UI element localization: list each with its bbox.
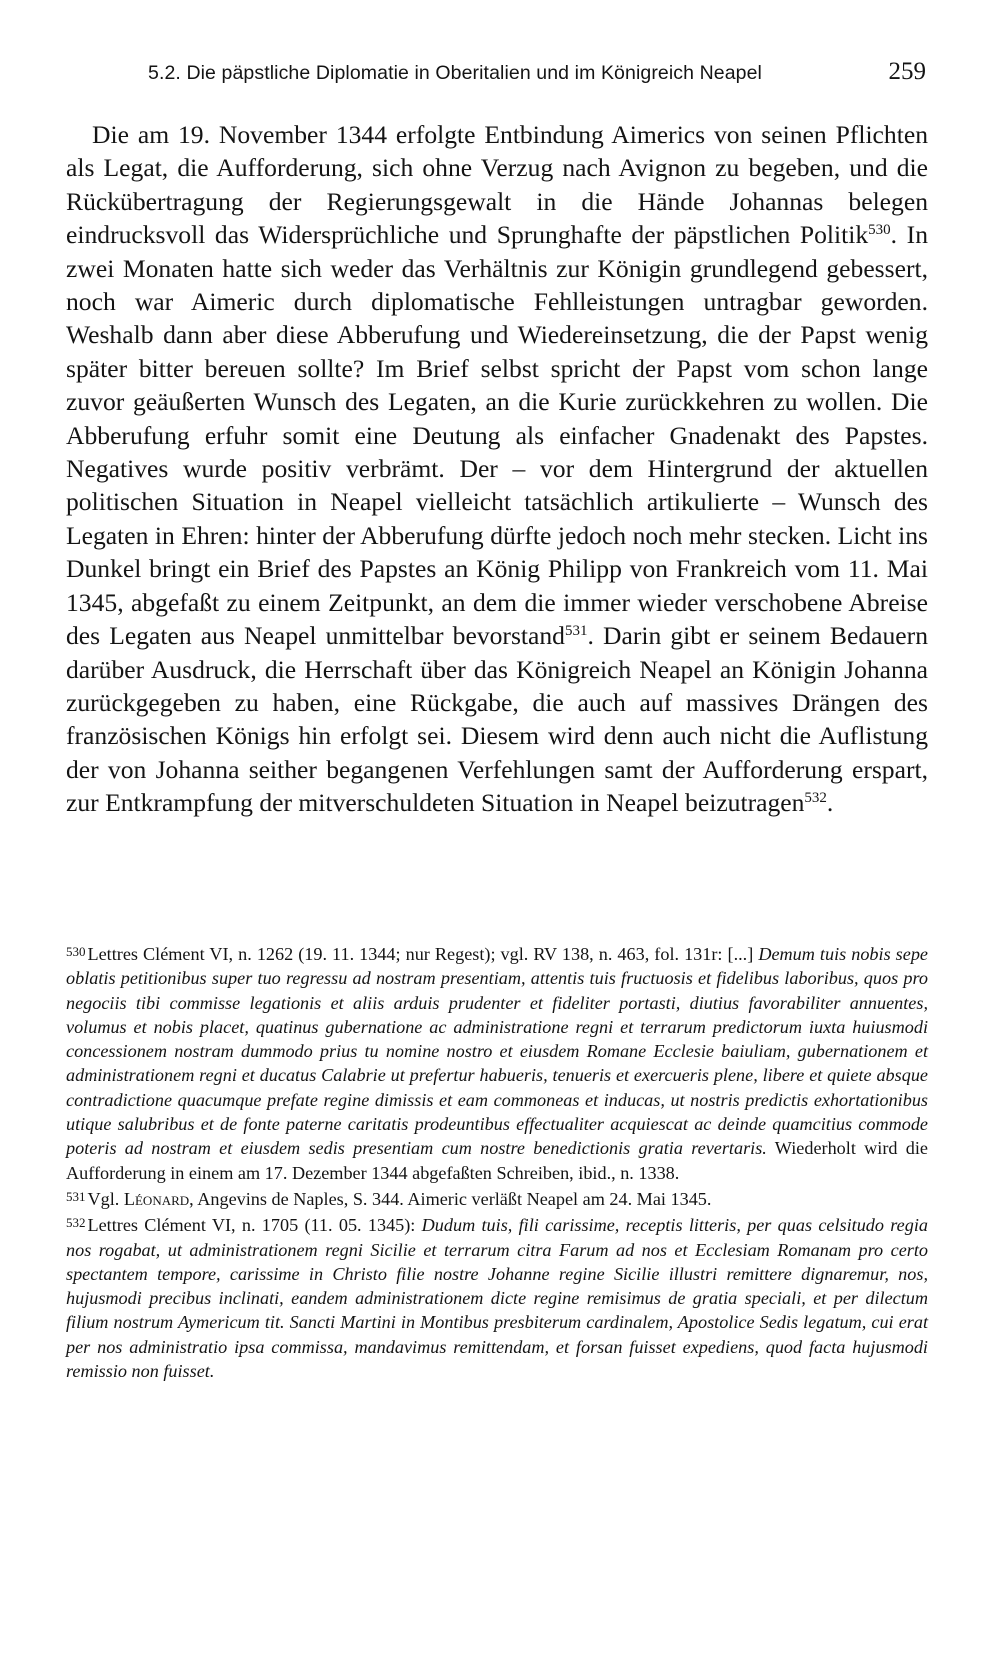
text-run: . In zwei Monaten hatte sich weder das Verhältnis zur Königin grundlegend gebessert, noch war Aimeric durch diplomatische Fehlleistungen untragbar geworden. Weshalb dann aber diese Abberufung und Wiedereinsetzung, die der Papst wenig später bitter bereuen sollte? Im Brief selbst spricht der Papst vom schon lange zuvor geäußerten Wunsch des Legaten, an die Kurie zurückkehren zu wollen. Die Abberufung erfuhr somit eine Deutung als einfacher Gnadenakt des Papstes. Negatives wurde positiv verbrämt. Der – vor dem Hintergrund der aktuellen politischen Situation in Neapel vielleicht tatsächlich artikulierte – Wunsch des Legaten in Ehren: hinter der Abberufung dürfte jedoch noch mehr stecken. Licht ins Dunkel bringt ein Brief des Papstes an König Philipp von Frankreich vom 11. Mai 1345, abgefaßt zu einem Zeitpunkt, an dem die immer wieder verschobene Abreise des Legaten aus Neapel unmittelbar bevorstand [66,220,928,651]
paragraph [66,118,928,820]
footnote-text: , Angevins de Naples, S. 344. Aimeric verläßt Neapel am 24. Mai 1345. [189,1188,712,1209]
running-header [148,58,928,92]
footnote-number: 530 [66,944,86,959]
footnote-quote: Demum tuis nobis sepe oblatis petitionibus super tuo regressu ad nostram presentiam, attentis tuis fructuosis et fidelibus laboribus, quos pro negociis tibi commisse legationis et aliis arduis prudenter et fideliter portasti, diutius favorabiliter annuentes, volumus et nobis placet, quatinus gubernatione ac administratione regni et terrarum predictorum iuxta huiusmodi concessionem nostram dummodo prius tu nomine nostro et eiusdem Romane Ecclesie baiuliam, gubernationem et administrationem regni et ducatus Calabrie ut prefertur habueris, tenueris et exercueris plene, libere et quiete absque contradictione quacumque prefate regine dimissis et eam commoneas et inducas, ut nostris predictis exhortationibus utique salubribus et de fonte paterne caritatis prodeuntibus effectualiter acquiescat ac deinde quamcitius commode poteris ad nostram et eiusdem sedis presentiam cum nostre benedictionis gratia revertaris. [66,944,929,1159]
page-number: 259 [888,58,926,85]
footnote-quote: Dudum tuis, fili carissime, receptis litteris, per quas celsitudo regia nos rogabat, ut administrationem regni Sicilie et terrarum citra Farum ad nos et Ecclesiam Romanam pro certo spectantem tempore, carissime in Christo filie nostre Johanne regine Sicilie illustri remittere dignaremur, nos, hujusmodi precibus inclinati, eandem administrationem dicte regine remisimus de gratia speciali, et per dilectum filium nostrum Aymericum tit. Sancti Martini in Montibus presbiterum cardinalem, Apostolice Sedis legatum, cui erat per nos administratio ipsa commissa, mandavimus remittendam, et forsan fuisset expediens, quod facta hujusmodi remissio non fuisset. [66,1215,928,1382]
footnote-ref: 532 [804,790,827,807]
text-run: . [826,788,834,818]
footnote-531 [66,1185,928,1211]
text-run: . Darin gibt er seinem Bedauern darüber Ausdruck, die Herrschaft über das Königreich Neapel an Königin Johanna zurückgegeben zu haben, eine Rückgabe, die auch auf massives Drängen des französischen Königs hin erfolgt sei. Diesem wird denn auch nicht die Auflistung der von Johanna seither begangenen Verfehlungen samt der Aufforderung erspart, zur Entkrampfung der mitverschuldeten Situation in Neapel beizutragen [66,621,928,818]
running-header-title: 5.2. Die päpstliche Diplomatie in Oberitalien und im Königreich Neapel [148,62,762,84]
footnote-532 [66,1211,928,1383]
footnote-text: Vgl. [87,1188,124,1209]
footnote-text: Wiederholt wird die Aufforderung in einem am 17. Dezember 1344 abgefaßten Schreiben, ibid., n. 1338. [66,1138,929,1183]
footnote-number: 531 [66,1188,86,1204]
footnotes [66,940,928,1383]
footnote-530 [66,940,928,1185]
footnote-text: Lettres Clément VI, n. 1705 (11. 05. 1345): [87,1215,422,1236]
footnote-number: 532 [66,1215,86,1231]
text-run: Die am 19. November 1344 erfolgte Entbindung Aimerics von seinen Pflichten als Legat, die Aufforderung, sich ohne Verzug nach Avignon zu begeben, und die Rückübertragung der Regierungsgewalt in die Hände Johannas belegen eindrucksvoll das Widersprüchliche und Sprunghafte der päpstlichen Politik [66,120,928,250]
footnote-text: Lettres Clément VI, n. 1262 (19. 11. 1344; nur Regest); vgl. RV 138, n. 463, fol. 131r: [...] [87,944,759,964]
main-text [66,118,928,820]
footnote-ref: 531 [564,623,588,640]
author-name: Léonard [123,1188,190,1209]
footnote-ref: 530 [868,222,891,239]
